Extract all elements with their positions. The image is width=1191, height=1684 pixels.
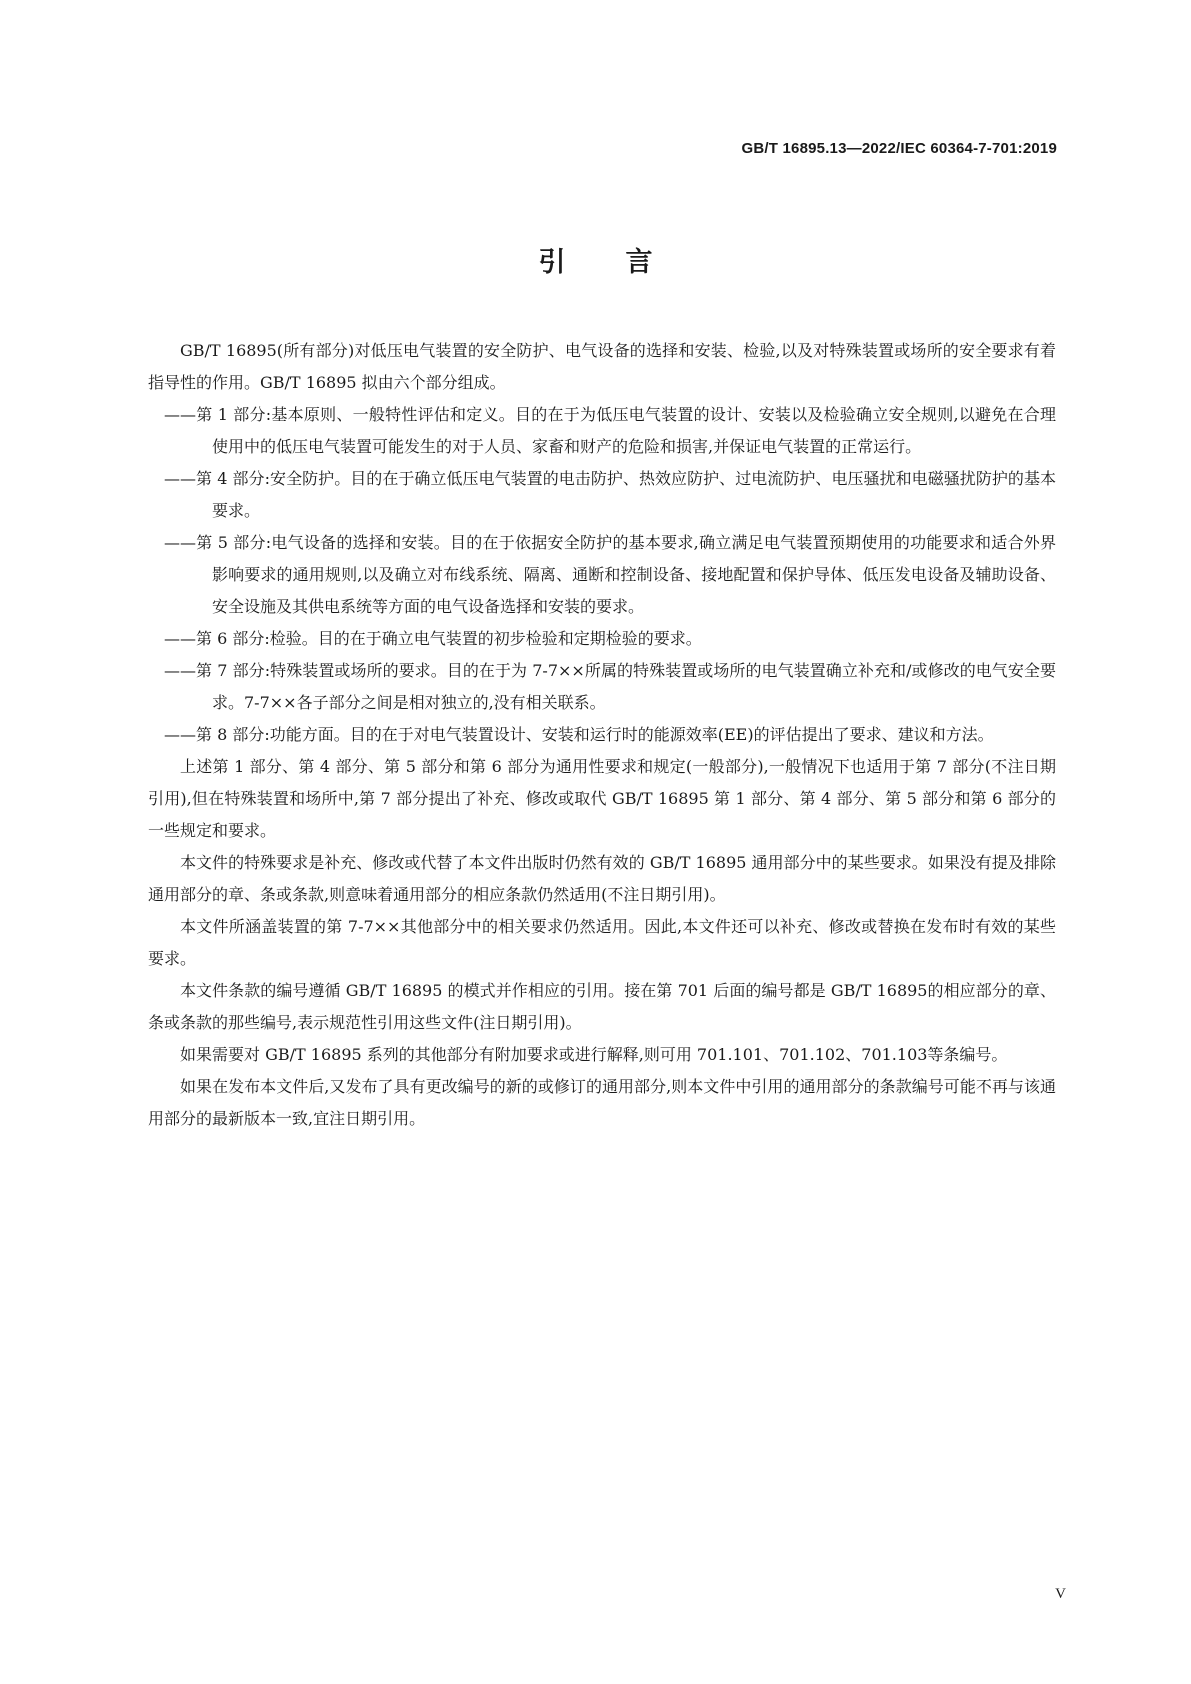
body-paragraph: 如果在发布本文件后,又发布了具有更改编号的新的或修订的通用部分,则本文件中引用的通用部分的条款编号可能不再与该通用部分的最新版本一致,宜注日期引用。 [148,1077,1056,1128]
intro-paragraph: GB/T 16895(所有部分)对低压电气装置的安全防护、电气设备的选择和安装、检验,以及对特殊装置或场所的安全要求有着指导性的作用。GB/T 16895 拟由六个部分组成。 [148,341,1056,392]
list-item-part-1: ——第 1 部分:基本原则、一般特性评估和定义。目的在于为低压电气装置的设计、安装以及检验确立安全规则,以避免在合理使用中的低压电气装置可能发生的对于人员、家畜和财产的危险和损害,并保证电气装置的正常运行。 [164,405,1056,456]
list-item-part-6: ——第 6 部分:检验。目的在于确立电气装置的初步检验和定期检验的要求。 [164,629,702,648]
standard-code-header: GB/T 16895.13—2022/IEC 60364-7-701:2019 [741,140,1057,157]
list-item-part-8: ——第 8 部分:功能方面。目的在于对电气装置设计、安装和运行时的能源效率(EE)的评估提出了要求、建议和方法。 [164,725,994,744]
body-paragraph: 本文件条款的编号遵循 GB/T 16895 的模式并作相应的引用。接在第 701 后面的编号都是 GB/T 16895的相应部分的章、条或条款的那些编号,表示规范性引用这些文件(注日期引用)。 [148,981,1056,1032]
document-body [148,335,1056,1135]
body-paragraph: 上述第 1 部分、第 4 部分、第 5 部分和第 6 部分为通用性要求和规定(一般部分),一般情况下也适用于第 7 部分(不注日期引用),但在特殊装置和场所中,第 7 部分提出了补充、修改或取代 GB/T 16895 第 1 部分、第 4 部分、第 5 部分和第 6 部分的一些规定和要求。 [148,757,1056,840]
body-paragraph: 本文件所涵盖装置的第 7-7××其他部分中的相关要求仍然适用。因此,本文件还可以补充、修改或替换在发布时有效的某些要求。 [148,917,1056,968]
body-paragraph: 如果需要对 GB/T 16895 系列的其他部分有附加要求或进行解释,则可用 701.101、701.102、701.103等条编号。 [180,1045,1008,1064]
page-number: V [1055,1586,1066,1602]
list-item-part-5: ——第 5 部分:电气设备的选择和安装。目的在于依据安全防护的基本要求,确立满足电气装置预期使用的功能要求和适合外界影响要求的通用规则,以及确立对布线系统、隔离、通断和控制设备、接地配置和保护导体、低压发电设备及辅助设备、安全设施及其供电系统等方面的电气设备选择和安装的要求。 [164,533,1056,616]
list-item-part-7: ——第 7 部分:特殊装置或场所的要求。目的在于为 7-7××所属的特殊装置或场所的电气装置确立补充和/或修改的电气安全要求。7-7××各子部分之间是相对独立的,没有相关联系。 [164,661,1056,712]
list-item-part-4: ——第 4 部分:安全防护。目的在于确立低压电气装置的电击防护、热效应防护、过电流防护、电压骚扰和电磁骚扰防护的基本要求。 [164,469,1056,520]
body-paragraph: 本文件的特殊要求是补充、修改或代替了本文件出版时仍然有效的 GB/T 16895 通用部分中的某些要求。如果没有提及排除通用部分的章、条或条款,则意味着通用部分的相应条款仍然适用(不注日期引用)。 [148,853,1056,904]
page-title: 引言 [538,247,713,278]
parts-list [148,399,1056,751]
